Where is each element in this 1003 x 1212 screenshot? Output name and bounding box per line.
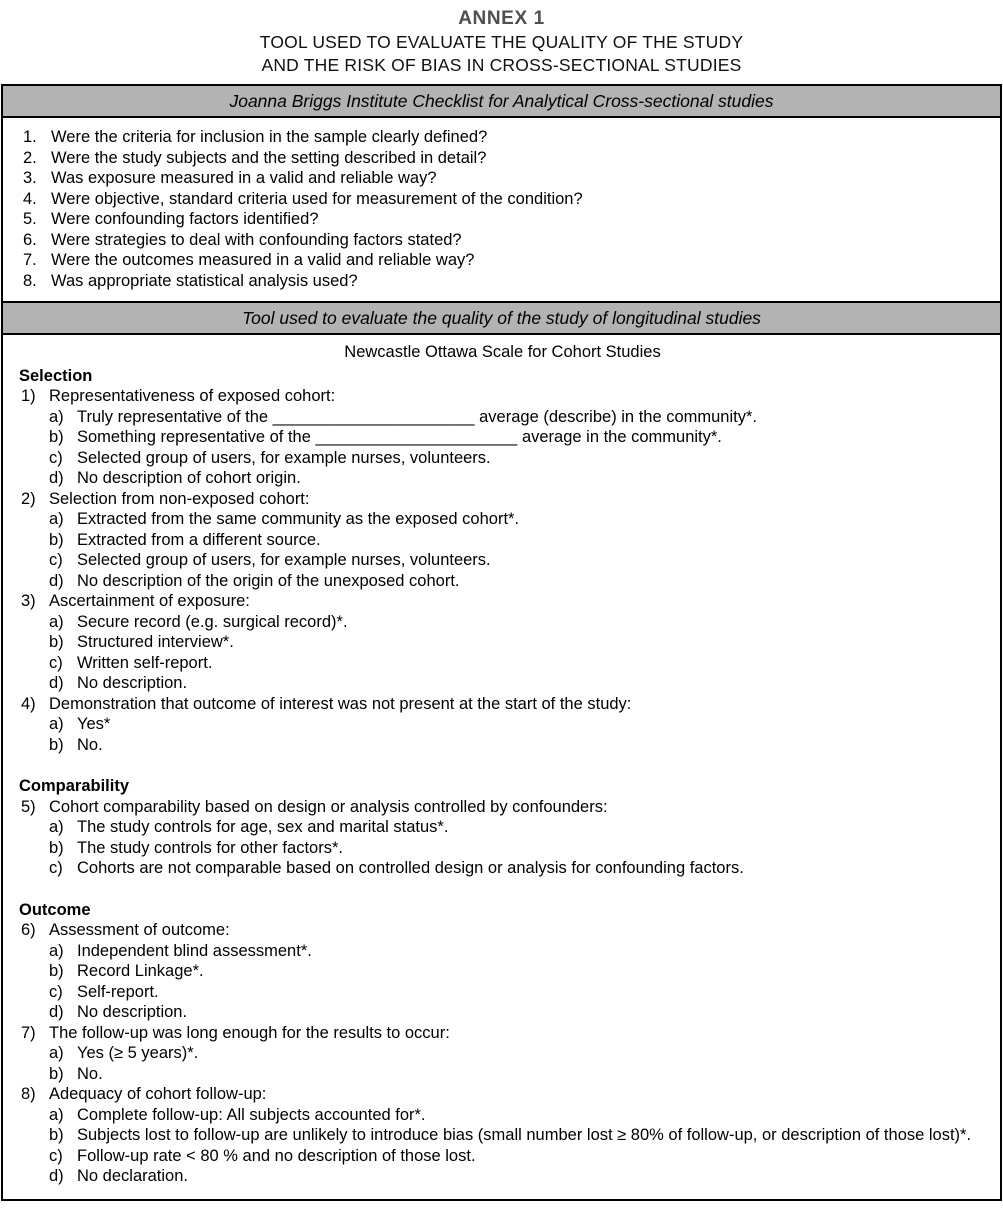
option-letter: b) bbox=[49, 633, 64, 651]
item-number: 3) bbox=[21, 592, 36, 610]
option-letter: a) bbox=[49, 510, 64, 528]
option-item bbox=[19, 448, 986, 469]
option-item bbox=[19, 571, 986, 592]
option-item bbox=[19, 714, 986, 735]
item-text: Cohort comparability based on design or analysis controlled by confounders: bbox=[49, 797, 608, 816]
nos-section-title: Comparability bbox=[19, 777, 130, 795]
item-number: 6. bbox=[23, 230, 37, 249]
option-letter: a) bbox=[49, 407, 64, 426]
page-header bbox=[0, 0, 1003, 77]
item-text: Representativeness of exposed cohort: bbox=[49, 387, 336, 405]
item-text: Assessment of outcome: bbox=[49, 921, 230, 939]
option-text: Record Linkage*. bbox=[77, 962, 204, 980]
nos-section bbox=[19, 776, 986, 879]
nos-item bbox=[19, 386, 986, 407]
item-number: 8. bbox=[23, 271, 37, 290]
item-text: Were strategies to deal with confounding factors stated? bbox=[51, 230, 462, 249]
nos-section-title: Outcome bbox=[19, 900, 91, 919]
nos-item bbox=[19, 694, 986, 715]
option-letter: d) bbox=[49, 469, 64, 487]
checklist-item bbox=[19, 127, 986, 148]
item-text: Demonstration that outcome of interest was not present at the start of the study: bbox=[49, 694, 632, 713]
option-item bbox=[19, 673, 986, 694]
item-text: The follow-up was long enough for the results to occur: bbox=[49, 1023, 450, 1042]
option-item bbox=[19, 858, 986, 879]
item-number: 1. bbox=[23, 128, 37, 146]
nos-item bbox=[19, 920, 986, 941]
option-item bbox=[19, 1166, 986, 1187]
option-text: Subjects lost to follow-up are unlikely to introduce bias (small number lost ≥ 80% of follow-up, or description of those lost)*. bbox=[77, 1126, 972, 1144]
option-item bbox=[19, 612, 986, 633]
option-item bbox=[19, 530, 986, 551]
page-subtitle-line-2: AND THE RISK OF BIAS IN CROSS-SECTIONAL STUDIES bbox=[261, 55, 742, 75]
item-number: 4) bbox=[21, 694, 36, 713]
option-letter: a) bbox=[49, 715, 64, 733]
nos-section bbox=[19, 366, 986, 756]
option-item bbox=[19, 1146, 986, 1167]
option-item bbox=[19, 838, 986, 859]
option-text: Complete follow-up: All subjects accounted for*. bbox=[77, 1105, 426, 1124]
checklist-item bbox=[19, 168, 986, 189]
option-text: Truly representative of the ______________________ average (describe) in the community*. bbox=[77, 407, 757, 426]
option-text: Selected group of users, for example nurses, volunteers. bbox=[77, 551, 491, 569]
option-item bbox=[19, 1064, 986, 1085]
jbi-section-header: Joanna Briggs Institute Checklist for Analytical Cross-sectional studies bbox=[3, 86, 1000, 118]
option-letter: b) bbox=[49, 1126, 64, 1144]
nos-section-title: Selection bbox=[19, 366, 93, 385]
nos-item bbox=[19, 797, 986, 818]
option-text: No declaration. bbox=[77, 1167, 188, 1185]
nos-sections bbox=[19, 366, 986, 1187]
item-number: 4. bbox=[23, 189, 37, 208]
option-item bbox=[19, 735, 986, 756]
option-letter: a) bbox=[49, 612, 64, 631]
checklist-item bbox=[19, 250, 986, 271]
option-item bbox=[19, 982, 986, 1003]
item-text: Were the outcomes measured in a valid and reliable way? bbox=[51, 251, 475, 269]
option-item bbox=[19, 1043, 986, 1064]
option-letter: a) bbox=[49, 1044, 64, 1062]
option-letter: b) bbox=[49, 962, 64, 980]
annex-title: ANNEX 1 bbox=[458, 8, 545, 29]
item-number: 6) bbox=[21, 921, 36, 939]
option-letter: b) bbox=[49, 838, 64, 857]
option-item bbox=[19, 509, 986, 530]
checklist-item bbox=[19, 230, 986, 251]
option-item bbox=[19, 468, 986, 489]
option-item bbox=[19, 550, 986, 571]
item-text: Was exposure measured in a valid and reliable way? bbox=[51, 169, 437, 187]
option-letter: c) bbox=[49, 653, 63, 672]
option-text: The study controls for other factors*. bbox=[77, 838, 343, 857]
item-number: 5. bbox=[23, 210, 37, 228]
option-text: No description of cohort origin. bbox=[77, 469, 301, 487]
option-letter: c) bbox=[49, 859, 63, 877]
checklist-item bbox=[19, 189, 986, 210]
nos-section bbox=[19, 900, 986, 1187]
option-item bbox=[19, 1125, 986, 1146]
option-letter: d) bbox=[49, 674, 64, 692]
item-text: Ascertainment of exposure: bbox=[49, 592, 250, 610]
option-text: Cohorts are not comparable based on controlled design or analysis for confounding factors. bbox=[77, 859, 744, 877]
option-letter: a) bbox=[49, 941, 64, 960]
item-text: Were confounding factors identified? bbox=[51, 210, 319, 228]
option-letter: c) bbox=[49, 551, 63, 569]
nos-content bbox=[3, 335, 1000, 1199]
option-text: Extracted from a different source. bbox=[77, 530, 321, 549]
item-number: 2) bbox=[21, 489, 36, 508]
option-letter: b) bbox=[49, 1064, 64, 1083]
option-item bbox=[19, 817, 986, 838]
option-text: Structured interview*. bbox=[77, 633, 234, 651]
option-item bbox=[19, 407, 986, 428]
option-letter: d) bbox=[49, 1003, 64, 1021]
option-text: Something representative of the ______________________ average in the community*. bbox=[77, 428, 722, 446]
option-text: Written self-report. bbox=[77, 653, 213, 672]
option-letter: b) bbox=[49, 735, 64, 754]
option-item bbox=[19, 961, 986, 982]
option-text: Yes (≥ 5 years)*. bbox=[77, 1044, 199, 1062]
option-text: No description of the origin of the unexposed cohort. bbox=[77, 571, 460, 590]
item-text: Selection from non-exposed cohort: bbox=[49, 489, 310, 508]
option-text: Extracted from the same community as the exposed cohort*. bbox=[77, 510, 520, 528]
item-number: 8) bbox=[21, 1085, 36, 1103]
option-item bbox=[19, 1105, 986, 1126]
option-text: Selected group of users, for example nurses, volunteers. bbox=[77, 448, 491, 467]
option-letter: b) bbox=[49, 530, 64, 549]
option-item bbox=[19, 941, 986, 962]
checklist-item bbox=[19, 148, 986, 169]
option-text: No description. bbox=[77, 674, 188, 692]
item-number: 7) bbox=[21, 1023, 36, 1042]
option-text: No. bbox=[77, 1064, 103, 1083]
item-number: 5) bbox=[21, 797, 36, 816]
item-text: Were objective, standard criteria used for measurement of the condition? bbox=[51, 189, 583, 208]
nos-scale-title: Newcastle Ottawa Scale for Cohort Studies bbox=[344, 343, 661, 361]
jbi-checklist bbox=[3, 118, 1000, 301]
item-number: 3. bbox=[23, 169, 37, 187]
option-text: No. bbox=[77, 735, 103, 754]
nos-item bbox=[19, 489, 986, 510]
option-letter: c) bbox=[49, 1146, 63, 1165]
document-body-box bbox=[1, 84, 1002, 1201]
item-text: Were the study subjects and the setting described in detail? bbox=[51, 148, 487, 167]
option-text: Independent blind assessment*. bbox=[77, 941, 312, 960]
option-text: Follow-up rate < 80 % and no description of those lost. bbox=[77, 1146, 476, 1165]
item-text: Was appropriate statistical analysis used? bbox=[51, 271, 358, 290]
option-text: No description. bbox=[77, 1003, 188, 1021]
option-item bbox=[19, 653, 986, 674]
item-text: Were the criteria for inclusion in the sample clearly defined? bbox=[51, 128, 488, 146]
item-number: 2. bbox=[23, 148, 37, 167]
option-item bbox=[19, 427, 986, 448]
option-letter: a) bbox=[49, 1105, 64, 1124]
option-text: Yes* bbox=[77, 715, 111, 733]
option-text: The study controls for age, sex and marital status*. bbox=[77, 818, 449, 836]
option-letter: c) bbox=[49, 982, 63, 1001]
item-number: 7. bbox=[23, 251, 37, 269]
option-item bbox=[19, 1002, 986, 1023]
option-text: Secure record (e.g. surgical record)*. bbox=[77, 612, 348, 631]
option-letter: d) bbox=[49, 1167, 64, 1185]
nos-item bbox=[19, 1023, 986, 1044]
nos-section-header: Tool used to evaluate the quality of the study of longitudinal studies bbox=[3, 301, 1000, 335]
item-text: Adequacy of cohort follow-up: bbox=[49, 1085, 267, 1103]
option-letter: a) bbox=[49, 818, 64, 836]
nos-item bbox=[19, 591, 986, 612]
option-letter: d) bbox=[49, 571, 64, 590]
option-item bbox=[19, 632, 986, 653]
nos-item bbox=[19, 1084, 986, 1105]
option-text: Self-report. bbox=[77, 982, 159, 1001]
checklist-item bbox=[19, 271, 986, 292]
option-letter: c) bbox=[49, 448, 63, 467]
page-subtitle-line-1: TOOL USED TO EVALUATE THE QUALITY OF THE STUDY bbox=[259, 32, 744, 52]
item-number: 1) bbox=[21, 387, 36, 405]
checklist-item bbox=[19, 209, 986, 230]
option-letter: b) bbox=[49, 428, 64, 446]
